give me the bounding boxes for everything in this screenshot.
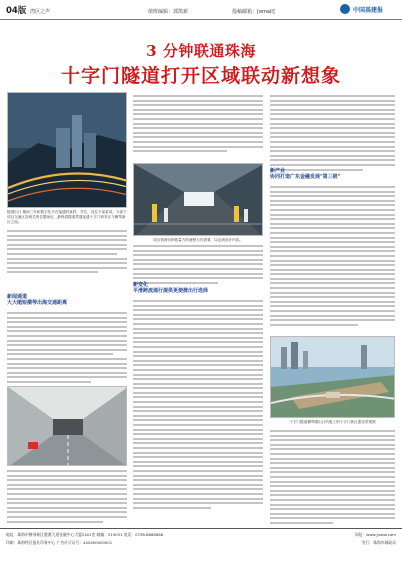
section-heading-industry: [270, 168, 395, 180]
page-footer: [0, 528, 402, 545]
middle-column-text-3: [133, 300, 263, 511]
photo-caption-2: 项目管理各种数量方的流程与有需要，以达到设计内容。: [153, 238, 243, 242]
right-column-text-2: [270, 186, 395, 328]
section-title: 新产业: [270, 168, 286, 174]
left-column-text-3: [7, 470, 127, 525]
logo-icon: [340, 4, 350, 14]
page-number: 04版: [6, 6, 27, 16]
headline-line-2: 十字门隧道打开区域联动新想象: [60, 65, 341, 87]
footer-publisher: 印刷：珠海特区报社印务中心 广告许可证号：440400000001: [6, 540, 113, 545]
section-title: 新闻通道: [7, 294, 28, 300]
tunnel-interior-image: [8, 387, 127, 466]
tunnel-night-photo: [7, 92, 127, 208]
footer-service: 发行：珠海市邮政局: [361, 540, 396, 545]
section-heading-change: [133, 282, 263, 294]
left-column-text-2: [7, 312, 127, 386]
right-column-text: [270, 95, 395, 173]
footer-address: 地址：珠海市横琴新区港澳大道金融中心大厦2401室 邮编：519031 电话：0756-8888888: [6, 532, 164, 537]
photo-caption-3: 十字门隧道横琴端出口所施工的十字门新区建设景观照: [289, 420, 376, 424]
footer-web: 网址：www.jjxww.com: [354, 532, 396, 537]
section-subtitle: 协同打造广东金融发展"第三极": [270, 174, 341, 180]
tunnel-night-image: [8, 93, 127, 208]
middle-column-text: [133, 95, 263, 155]
middle-column-text-2: [133, 245, 263, 286]
section-name: 湾区之声: [30, 9, 51, 15]
email-label: 投稿邮箱：[email]: [232, 9, 275, 15]
section-subtitle: 大大缩短横琴出海交通距离: [7, 300, 68, 306]
tunnel-work-image: [134, 164, 263, 236]
aerial-site-photo: [270, 336, 395, 418]
section-subtitle: 平滑跨流通行提供更便捷出行选择: [133, 288, 209, 294]
left-column-text: [7, 230, 127, 276]
photo-caption-1: 隧道出口 期间三年和数字化平台接通的某样，并位，其位于某某项，分部于项目交流区及相关的位置场近，最终将隧道贯通连通十字门商务区与横琴新区之间。: [7, 210, 127, 224]
section-heading-news: [7, 294, 127, 306]
logo-text: 中国基建报: [353, 6, 384, 14]
tunnel-work-photo: [133, 163, 263, 236]
right-column-text-3: [270, 430, 395, 526]
editor-label: 值班编辑：郭凯新: [148, 9, 189, 15]
aerial-site-image: [271, 337, 395, 418]
newspaper-logo: [340, 4, 383, 14]
tunnel-interior-photo: [7, 386, 127, 466]
section-title: 新变化: [133, 282, 149, 288]
headline-line-1: 3 分钟联通珠海: [146, 42, 256, 60]
page-header: [0, 0, 402, 20]
